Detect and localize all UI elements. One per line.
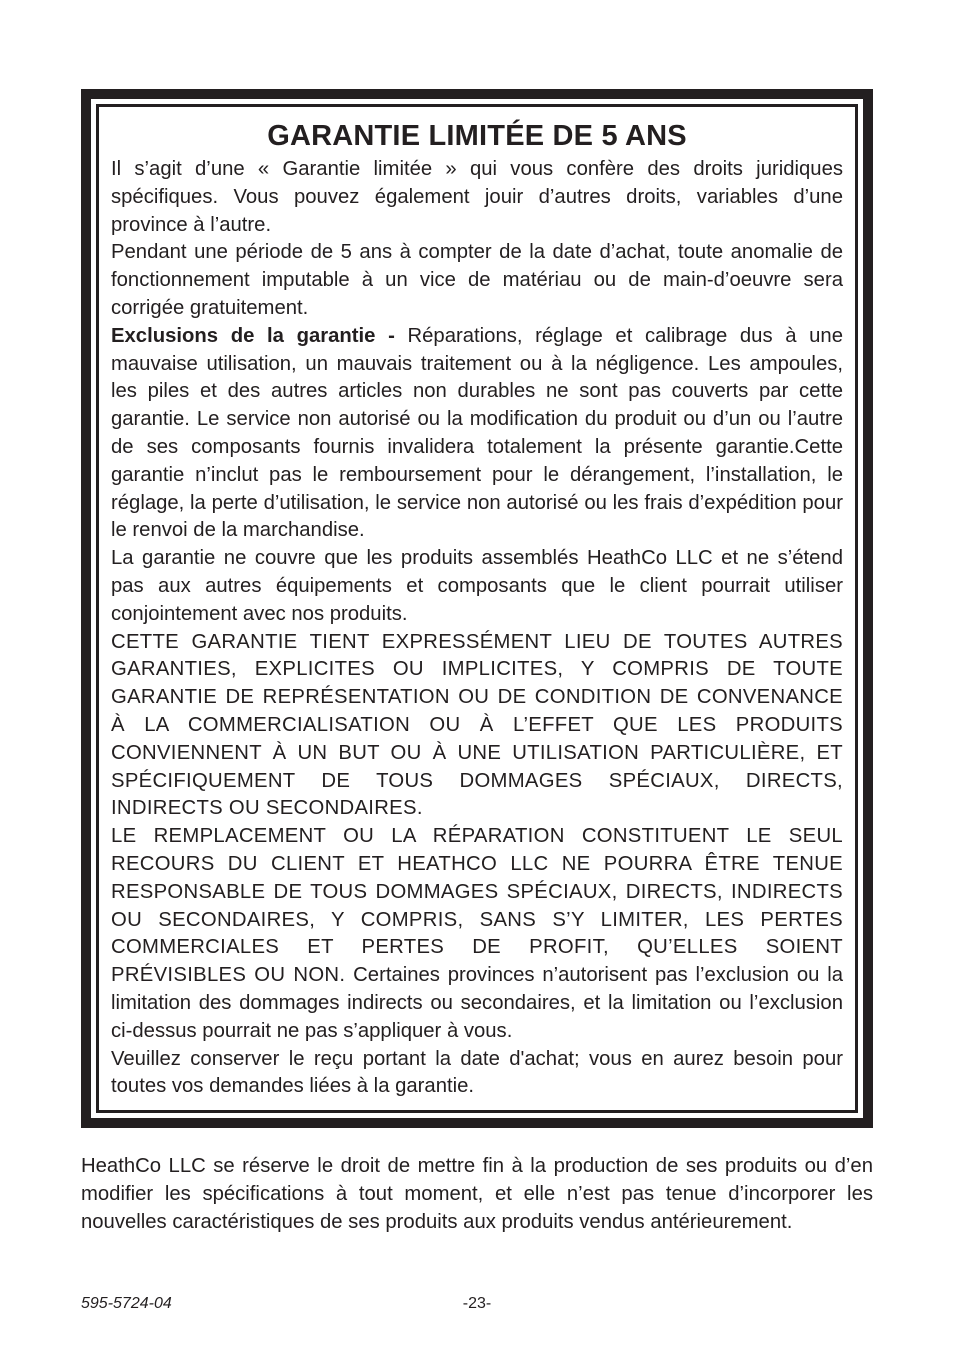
warranty-period-paragraph: Pendant une période de 5 ans à compter de la date d’achat, toute anomalie de fonctionnement imputable à un vice de matériau ou de main-d’oeuvre sera corrigée gratuitement. bbox=[111, 241, 843, 319]
warranty-title: GARANTIE LIMITÉE DE 5 ANS bbox=[267, 120, 687, 152]
warranty-receipt-paragraph: Veuillez conserver le reçu portant la date d'achat; vous en aurez besoin pour toutes vos demandes liées à la garantie. bbox=[111, 1047, 843, 1098]
page-number: -23- bbox=[462, 1295, 492, 1312]
warranty-coverage-paragraph: La garantie ne couvre que les produits assemblés HeathCo LLC et ne s’étend pas aux autres équipements et composants que le client pourrait utiliser conjointement avec nos produits. bbox=[111, 547, 843, 625]
remedy-caps-text: LE REMPLACEMENT OU LA RÉPARATION CONSTITUENT LE SEUL RECOURS DU CLIENT ET HEATHCO LLC NE POURRA ÊTRE TENUE RESPONSABLE DE TOUS DOMMAGES SPÉCIAUX, DIRECTS, INDIRECTS OU SECONDAIRES, Y COMPRIS, SANS S’Y LIMITER, LES PERTES COMMERCIALES ET PERTES DE PROFIT, QU’ELLES SOIENT PRÉVISIBLES OU NON. bbox=[111, 825, 843, 987]
remedy-text: Certaines provinces n’autorisent pas l’exclusion ou la limitation des dommages indirects ou secondaires, et la limitation ou l’exclusion ci-dessus pourrait ne pas s’appliquer à vous. bbox=[111, 964, 844, 1042]
warranty-exclusions-paragraph bbox=[111, 323, 843, 545]
warranty-body bbox=[111, 156, 843, 1101]
warranty-remedy-paragraph bbox=[111, 823, 843, 1045]
part-number: 595-5724-04 bbox=[81, 1295, 172, 1312]
warranty-intro-paragraph: Il s’agit d’une « Garantie limitée » qui vous confère des droits juridiques spécifiques. Vous pouvez également jouir d’autres droits, variables d’une province à l’autre. bbox=[111, 158, 843, 236]
product-change-notice: HeathCo LLC se réserve le droit de mettre fin à la production de ses produits ou d’en modifier les spécifications à tout moment, et elle n’est pas tenue d’incorporer les nouvelles caractéristiques de ses produits aux produits vendus antérieurement. bbox=[81, 1155, 873, 1233]
warranty-disclaimer-paragraph: CETTE GARANTIE TIENT EXPRESSÉMENT LIEU DE TOUTES AUTRES GARANTIES, EXPLICITES OU IMPLICITES, Y COMPRIS DE TOUTE GARANTIE DE REPRÉSENTATION OU DE CONDITION DE CONVENANCE À LA COMMERCIALISATION OU À L’EFFET QUE LES PRODUITS CONVIENNENT À UN BUT OU À UNE UTILISATION PARTICULIÈRE, ET SPÉCIFIQUEMENT DE TOUS DOMMAGES SPÉCIAUX, DIRECTS, INDIRECTS OU SECONDAIRES. bbox=[111, 630, 843, 820]
exclusions-text: Réparations, réglage et calibrage dus à une mauvaise utilisation, un mauvais traitement ou à la négligence. Les ampoules, les piles et des autres articles non durables ne sont pas couverts par cette garantie. Le service non autorisé ou la modification du produit ou d’un ou l’autre de ses composants fournis invalidera totalement la présente garantie.Cette garantie n’inclut pas le remboursement pour le dérangement, l’installation, le réglage, la perte d’utilisation, le service non autorisé ou les frais d’expédition pour le renvoi de la marchandise. bbox=[111, 324, 843, 542]
exclusions-label: Exclusions de la garantie - bbox=[111, 324, 395, 347]
